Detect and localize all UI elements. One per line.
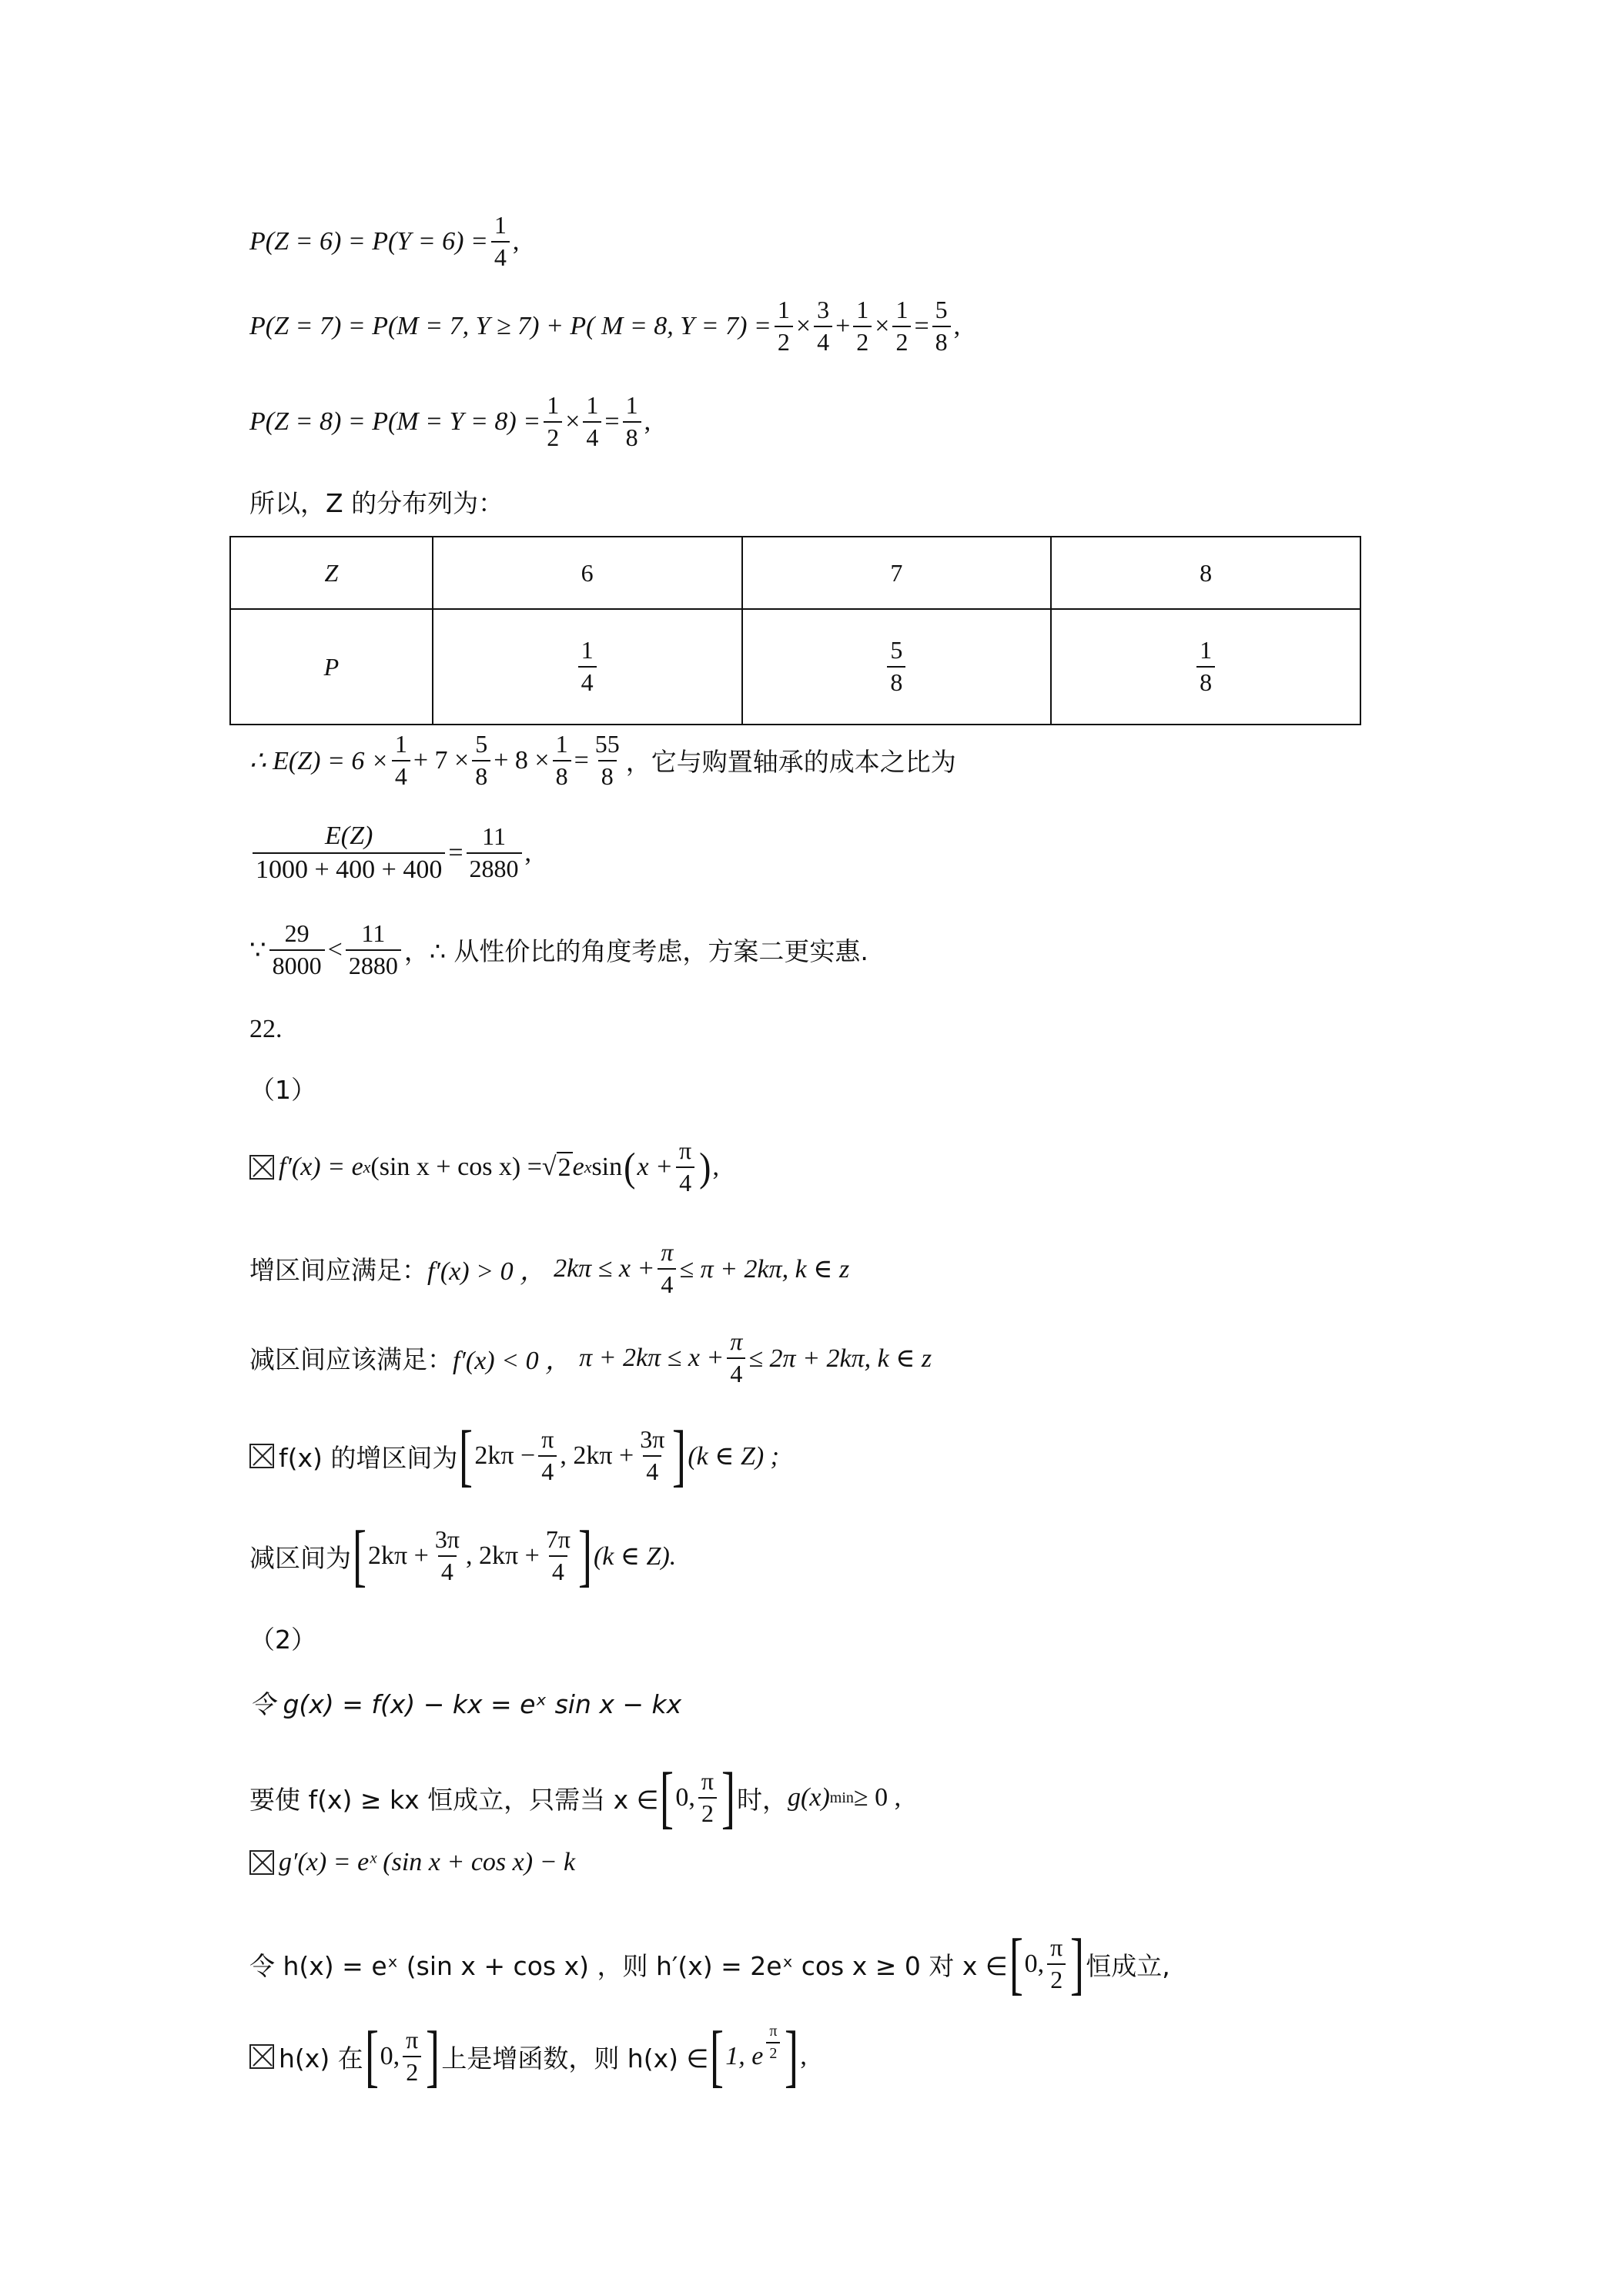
h-increasing-line: h(x) 在 [ 0, $\frac{\pi}{2}$ ] 上是增函数，则 h(x) ∈ [ 1, e $\frac{\pi}{2}$ ] , (249, 2022, 807, 2091)
table-row (230, 537, 1360, 609)
fraction: $\frac{5}{8}$ (932, 297, 951, 355)
condition-line: 要使 f(x) ≥ kx 恒成立，只需当 x ∈ [ 0, $\frac{\pi}{2}$ ] 时， g(x) min ≥ 0 , (249, 1759, 902, 1836)
g-definition: 令 g(x) = f(x) − kx = eˣ sin x − kx (249, 1689, 682, 1719)
g-prime-line: g′(x) = eˣ (sin x + cos x) − k (249, 1848, 575, 1877)
pz7-line: P(Z = 7) = P(M = 7, Y ≥ 7) + P( M = 8, Y = 7) = $\frac{1}{2}$ × $\frac{3}{4}$ + $\frac{1}{2}$ × $\frac{1}{2}$ = $\frac{5}{8}$ , (249, 296, 961, 356)
pz6-line (249, 213, 519, 270)
missing-glyph-icon (249, 1850, 274, 1875)
distribution-table (229, 536, 1361, 725)
punct: , (953, 311, 961, 340)
missing-glyph-icon (249, 1444, 274, 1468)
missing-glyph-icon (249, 2044, 274, 2069)
dist-intro: 所以，Z 的分布列为： (249, 488, 504, 518)
table-cell: $\frac{1}{8}$ (1051, 609, 1360, 725)
part1-label: （1） (249, 1075, 316, 1105)
pz8-lhs: P(Z = 8) = P(M = Y = 8) = (249, 407, 541, 436)
decr-cond-line: 减区间应该满足： f′(x) < 0 ， π + 2kπ ≤ x + $\frac{\pi}{4}$ ≤ 2π + 2kπ, k ∈ z (249, 1327, 932, 1387)
table-cell: $\frac{5}{8}$ (742, 609, 1052, 725)
fraction: $\frac{1}{2}$ (544, 393, 562, 450)
fraction: $\frac{E(Z)}{1000 + 400 + 400}$ (253, 822, 445, 883)
fraction: $\frac{1}{4}$ (583, 393, 601, 450)
table-cell: 6 (433, 537, 742, 609)
fraction: $\frac{1}{4}$ (491, 213, 510, 270)
table-cell: $\frac{1}{4}$ (433, 609, 742, 725)
table-row (230, 609, 1360, 725)
pz8-line: P(Z = 8) = P(M = Y = 8) = $\frac{1}{2}$ × $\frac{1}{4}$ = $\frac{1}{8}$ , (249, 391, 651, 451)
part2-label: （2） (249, 1625, 316, 1655)
table-cell: Z (230, 537, 433, 609)
fraction: $\frac{1}{2}$ (892, 297, 911, 355)
table-cell: 7 (742, 537, 1052, 609)
fraction: $\frac{1}{2}$ (775, 297, 793, 355)
decr-int-line: 减区间为 [ 2kπ + $\frac{3\pi}{4}$ , 2kπ + $\frac{7\pi}{4}$ ] (k ∈ Z). (249, 1518, 677, 1594)
punct: , (512, 226, 520, 256)
ez-tail: ，它与购置轴承的成本之比为 (625, 747, 956, 778)
incr-cond-line: 增区间应满足： f′(x) > 0 ， 2kπ ≤ x + $\frac{\pi}{4}$ ≤ π + 2kπ, k ∈ z (249, 1238, 850, 1298)
fraction: $\frac{3}{4}$ (814, 297, 832, 355)
incr-int-line: f(x) 的增区间为 [ 2kπ − $\frac{\pi}{4}$ , 2kπ + $\frac{3\pi}{4}$ ] (k ∈ Z) ; (249, 1421, 779, 1491)
fraction: $\frac{1}{8}$ (623, 393, 641, 450)
ez-line: ∴ E(Z) = 6 × $\frac{1}{4}$ + 7 × $\frac{5}{8}$ + 8 × $\frac{1}{8}$ = $\frac{55}{8}$ ，它与购置轴承的成本之比为 (249, 730, 956, 790)
fraction: $\frac{1}{2}$ (853, 297, 872, 355)
missing-glyph-icon (249, 1155, 274, 1180)
derivative-line: f′(x) = e x (sin x + cos x) = √ 2 e x sin ( x + $\frac{\pi}{4}$ ) , (249, 1138, 719, 1196)
h-definition-line: 令 h(x) = eˣ (sin x + cos x) ，则 h′(x) = 2eˣ cos x ≥ 0 对 x ∈ [ 0, $\frac{\pi}{2}$ ] 恒成立, (249, 1926, 1170, 2002)
table-cell: P (230, 609, 433, 725)
question-number: 22. (249, 1015, 283, 1043)
ez-lhs: ∴ E(Z) = 6 × (249, 746, 389, 775)
ratio-line: $\frac{E(Z)}{1000 + 400 + 400}$ = $\frac{11}{2880}$ , (249, 822, 531, 883)
table-cell: 8 (1051, 537, 1360, 609)
compare-line: ∵ $\frac{29}{8000}$ < $\frac{11}{2880}$ ，∴ 从性价比的角度考虑，方案二更实惠. (249, 919, 868, 979)
punct: , (644, 407, 651, 436)
pz6-lhs: P(Z = 6) = P(Y = 6) = (249, 226, 488, 256)
pz7-lhs: P(Z = 7) = P(M = 7, Y ≥ 7) + P( M = 8, Y = 7) = (249, 311, 771, 340)
